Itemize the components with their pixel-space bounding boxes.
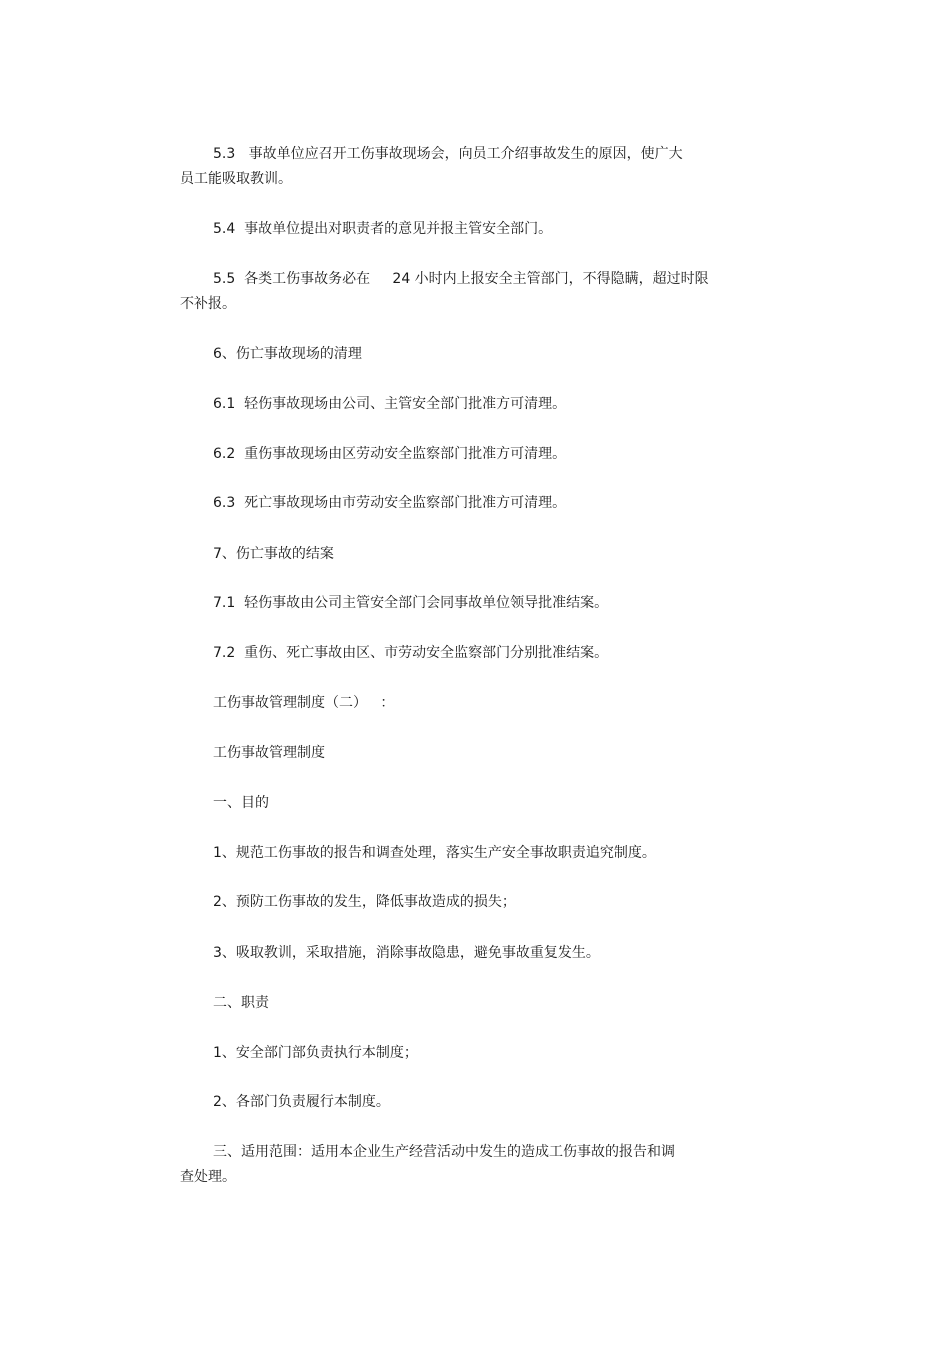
paragraph-7-2 — [180, 641, 740, 666]
document-subtitle-part-two — [180, 691, 740, 716]
list-item-duties-2 — [180, 1090, 740, 1115]
text-line: 7.1 轻伤事故由公司主管安全部门会同事故单位领导批准结案。 — [213, 595, 609, 611]
paragraph-6-3 — [180, 491, 740, 516]
text-line: 三、适用范围：适用本企业生产经营活动中发生的造成工伤事故的报告和调 — [213, 1144, 675, 1160]
section-heading-duties — [180, 991, 740, 1016]
paragraph-5-5 — [180, 267, 740, 317]
section-heading-purpose — [180, 791, 740, 816]
document-title — [180, 741, 740, 766]
text-line: 2、各部门负责履行本制度。 — [213, 1094, 390, 1110]
text-line: 工伤事故管理制度（二） ： — [213, 695, 395, 711]
paragraph-6-2 — [180, 442, 740, 467]
text-line: 6.2 重伤事故现场由区劳动安全监察部门批准方可清理。 — [213, 446, 567, 462]
list-item-duties-1 — [180, 1041, 740, 1066]
text-line: 5.3 事故单位应召开工伤事故现场会，向员工介绍事故发生的原因，使广大 — [213, 146, 683, 162]
text-line: 6.3 死亡事故现场由市劳动安全监察部门批准方可清理。 — [213, 495, 567, 511]
text-line: 6、伤亡事故现场的清理 — [213, 346, 362, 362]
text-line: 2、预防工伤事故的发生，降低事故造成的损失； — [213, 894, 516, 910]
text-line: 7.2 重伤、死亡事故由区、市劳动安全监察部门分别批准结案。 — [213, 645, 609, 661]
paragraph-7-1 — [180, 591, 740, 616]
section-heading-6 — [180, 342, 740, 367]
text-line: 一、目的 — [213, 795, 269, 811]
text-line: 5.4 事故单位提出对职责者的意见并报主管安全部门。 — [213, 221, 553, 237]
text-line: 3、吸取教训，采取措施，消除事故隐患，避免事故重复发生。 — [213, 945, 600, 961]
list-item-purpose-2 — [180, 890, 740, 915]
paragraph-6-1 — [180, 392, 740, 417]
section-heading-scope — [180, 1140, 740, 1190]
text-line: 二、职责 — [213, 995, 269, 1011]
paragraph-5-3 — [180, 142, 740, 192]
text-line: 7、伤亡事故的结案 — [213, 546, 334, 562]
paragraph-5-4 — [180, 217, 740, 242]
text-line: 查处理。 — [180, 1169, 236, 1185]
text-line: 不补报。 — [180, 296, 236, 312]
section-heading-7 — [180, 542, 740, 567]
text-line: 6.1 轻伤事故现场由公司、主管安全部门批准方可清理。 — [213, 396, 567, 412]
list-item-purpose-3 — [180, 941, 740, 966]
list-item-purpose-1 — [180, 841, 740, 866]
text-line: 工伤事故管理制度 — [213, 745, 325, 761]
text-line: 5.5 各类工伤事故务必在 24 小时内上报安全主管部门，不得隐瞒，超过时限 — [213, 271, 709, 287]
text-line: 员工能吸取教训。 — [180, 171, 292, 187]
text-line: 1、规范工伤事故的报告和调查处理，落实生产安全事故职责追究制度。 — [213, 845, 656, 861]
text-line: 1、安全部门部负责执行本制度； — [213, 1045, 418, 1061]
